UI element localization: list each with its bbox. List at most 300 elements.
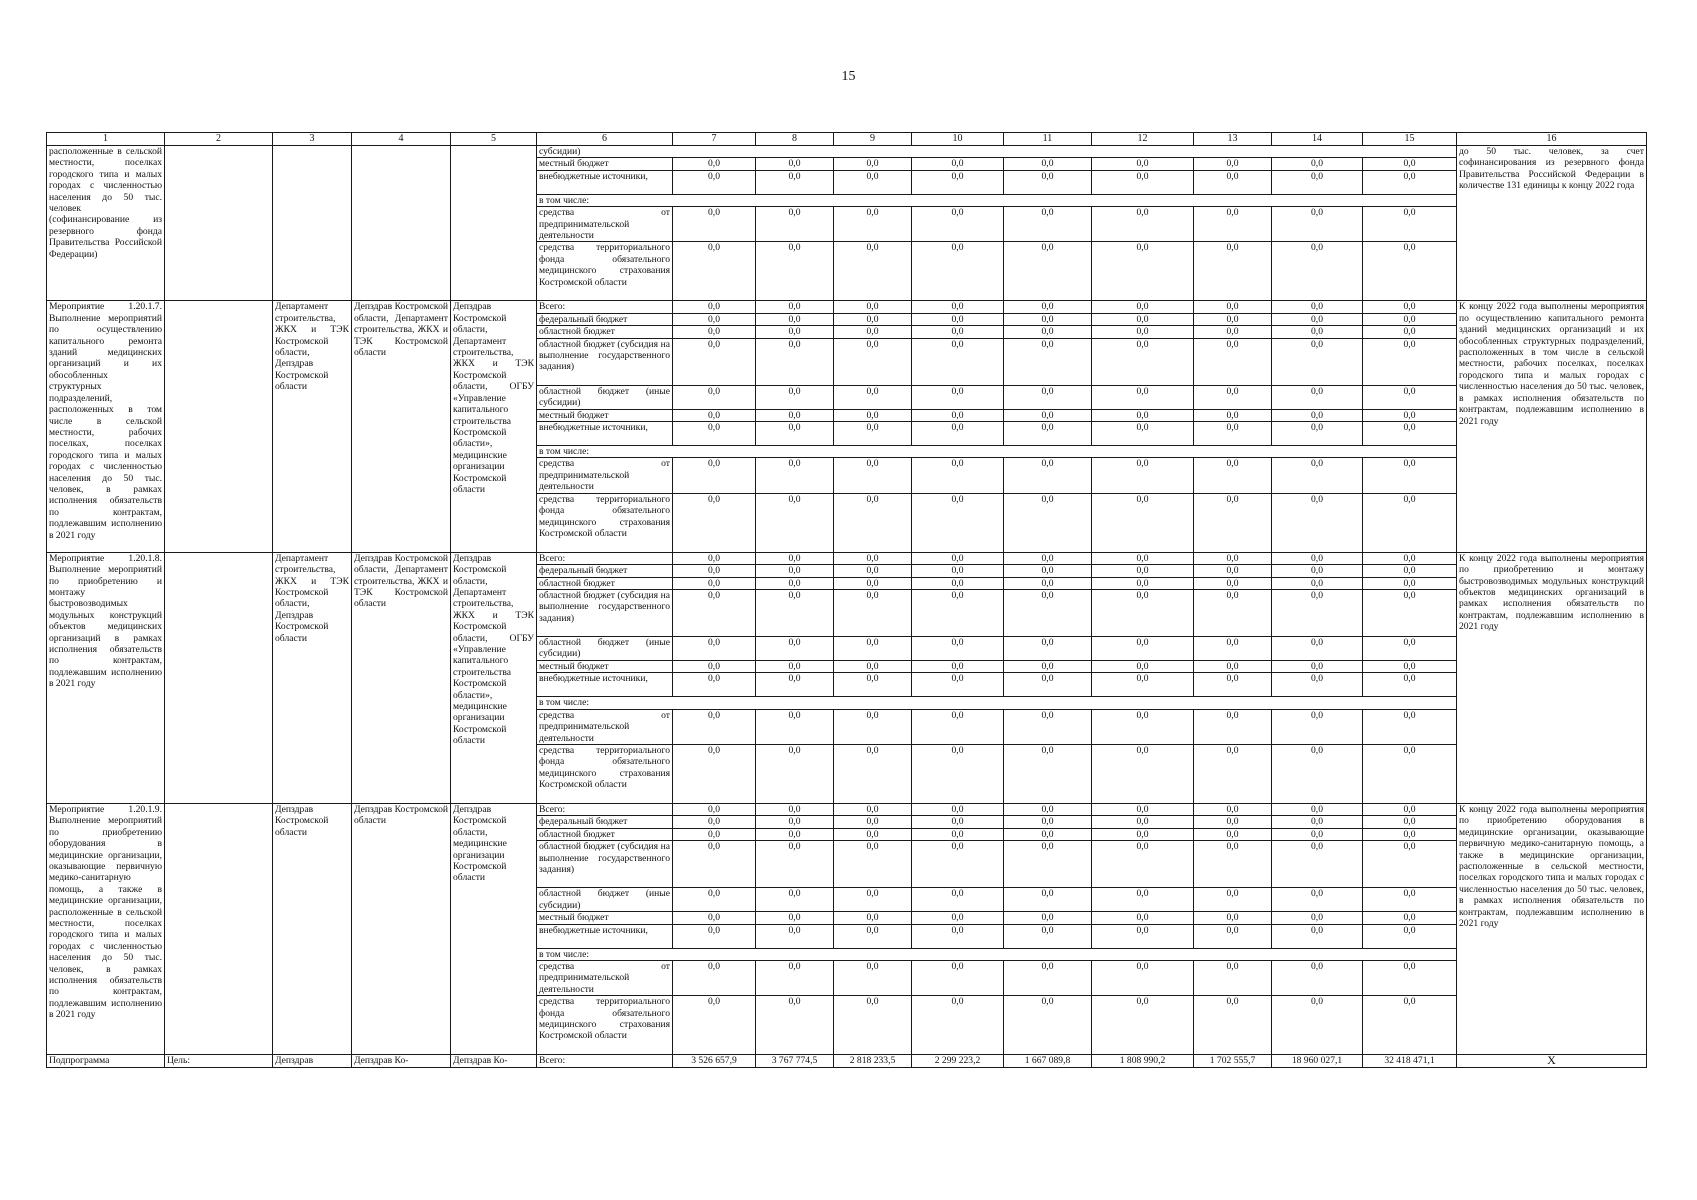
value-cell: 0,0 — [834, 744, 912, 803]
value-cell: 0,0 — [1194, 577, 1272, 589]
value-cell: 0,0 — [1363, 577, 1457, 589]
source-label: Всего: — [537, 803, 673, 815]
source-label: в том числе: — [537, 697, 1457, 709]
value-cell: 0,0 — [756, 996, 834, 1055]
executor-cell: Департамент строительства, ЖКХ и ТЭК Костромской области, Депздрав Костромской области — [273, 552, 352, 803]
value-cell: 0,0 — [834, 960, 912, 995]
value-cell: 0,0 — [834, 158, 912, 170]
value-cell: 0,0 — [1194, 422, 1272, 446]
value-cell: 0,0 — [912, 673, 1004, 697]
executor-cell: Депздрав Костромской области — [273, 803, 352, 1054]
value-cell: 0,0 — [1194, 552, 1272, 564]
empty-cell — [165, 146, 273, 301]
source-label: местный бюджет — [537, 912, 673, 924]
header-cell: 3 — [273, 133, 352, 146]
source-label: в том числе: — [537, 446, 1457, 458]
value-cell: 0,0 — [673, 660, 756, 672]
value-cell: 0,0 — [756, 924, 834, 948]
value-cell: 0,0 — [673, 338, 756, 385]
value-cell: 0,0 — [1272, 385, 1363, 409]
source-label: областной бюджет (субсидия на выполнение государственного задания) — [537, 338, 673, 385]
value-cell: 0,0 — [912, 828, 1004, 840]
source-label: областной бюджет (иные субсидии) — [537, 888, 673, 912]
header-cell: 10 — [912, 133, 1004, 146]
value-cell: 0,0 — [912, 816, 1004, 828]
source-label: областной бюджет (иные субсидии) — [537, 636, 673, 660]
value-cell: 0,0 — [756, 385, 834, 409]
source-label: субсидии) — [537, 146, 1457, 158]
value-cell: 0,0 — [1194, 207, 1272, 242]
value-cell: 0,0 — [673, 828, 756, 840]
source-label: в том числе: — [537, 948, 1457, 960]
value-cell: 0,0 — [1004, 912, 1092, 924]
value-cell: 0,0 — [756, 458, 834, 493]
table-row — [47, 552, 1647, 564]
source-label: областной бюджет — [537, 828, 673, 840]
value-cell: 0,0 — [1272, 552, 1363, 564]
value-cell: 0,0 — [912, 158, 1004, 170]
value-cell: 0,0 — [1004, 458, 1092, 493]
value-cell: 0,0 — [834, 493, 912, 552]
value-cell: 0,0 — [1363, 589, 1457, 636]
value-cell: 0,0 — [673, 313, 756, 325]
header-cell: 1 — [47, 133, 165, 146]
value-cell: 0,0 — [834, 912, 912, 924]
value-cell: 0,0 — [834, 385, 912, 409]
value-cell: 0,0 — [834, 207, 912, 242]
value-cell: 0,0 — [673, 326, 756, 338]
empty-cell — [352, 146, 451, 301]
executor-cell: Департамент строительства, ЖКХ и ТЭК Костромской области, Депздрав Костромской области — [273, 301, 352, 552]
value-cell: 0,0 — [912, 326, 1004, 338]
value-cell: 0,0 — [912, 338, 1004, 385]
value-cell: 0,0 — [1194, 565, 1272, 577]
value-cell: 0,0 — [912, 207, 1004, 242]
value-cell: 0,0 — [1363, 158, 1457, 170]
value-cell: 0,0 — [1194, 338, 1272, 385]
value-cell: 0,0 — [1272, 493, 1363, 552]
value-cell: 0,0 — [1363, 816, 1457, 828]
value-cell: 0,0 — [673, 636, 756, 660]
source-label: средства от предпринимательской деятельности — [537, 709, 673, 744]
value-cell: 0,0 — [912, 709, 1004, 744]
value-cell: 0,0 — [1272, 816, 1363, 828]
source-label: внебюджетные источники, — [537, 924, 673, 948]
empty-cell — [273, 146, 352, 301]
value-cell: 0,0 — [1363, 207, 1457, 242]
value-cell: 0,0 — [1363, 493, 1457, 552]
value-cell: 0,0 — [1092, 493, 1194, 552]
result-description: Х — [1457, 1055, 1647, 1067]
value-cell: 0,0 — [756, 841, 834, 888]
value-cell: 0,0 — [1092, 565, 1194, 577]
source-label: областной бюджет — [537, 326, 673, 338]
goal-cell: Цель: — [165, 1055, 273, 1067]
source-label: средства территориального фонда обязательного медицинского страхования Костромской области — [537, 493, 673, 552]
value-cell: 0,0 — [834, 996, 912, 1055]
coexecutor-cell: Депздрав Ко- — [352, 1055, 451, 1067]
value-cell: 0,0 — [1194, 326, 1272, 338]
value-cell: 0,0 — [1004, 313, 1092, 325]
value-cell: 0,0 — [1363, 636, 1457, 660]
value-cell: 0,0 — [912, 636, 1004, 660]
value-cell: 0,0 — [1092, 409, 1194, 421]
value-cell: 0,0 — [1194, 385, 1272, 409]
value-cell: 0,0 — [673, 803, 756, 815]
value-cell: 0,0 — [1272, 660, 1363, 672]
value-cell: 0,0 — [1092, 996, 1194, 1055]
value-cell: 0,0 — [1092, 552, 1194, 564]
value-cell: 0,0 — [1363, 301, 1457, 313]
value-cell: 0,0 — [1363, 385, 1457, 409]
value-cell: 0,0 — [673, 673, 756, 697]
value-cell: 0,0 — [673, 409, 756, 421]
value-cell: 0,0 — [834, 552, 912, 564]
value-cell: 0,0 — [1272, 158, 1363, 170]
value-cell: 0,0 — [1194, 301, 1272, 313]
value-cell: 0,0 — [673, 841, 756, 888]
value-cell: 0,0 — [1092, 960, 1194, 995]
value-cell: 0,0 — [1004, 673, 1092, 697]
value-cell: 0,0 — [834, 313, 912, 325]
activity-description: расположенные в сельской местности, поселках городского типа и малых городах с численностью населения до 50 тыс. человек (софинансирование из резервного фонда Правительства Российской Федерации) — [47, 146, 165, 301]
value-cell: 0,0 — [673, 709, 756, 744]
value-cell: 0,0 — [1272, 458, 1363, 493]
source-label: средства территориального фонда обязательного медицинского страхования Костромской области — [537, 744, 673, 803]
value-cell: 0,0 — [1272, 828, 1363, 840]
source-label: местный бюджет — [537, 660, 673, 672]
value-cell: 0,0 — [1194, 242, 1272, 301]
value-cell: 0,0 — [1092, 924, 1194, 948]
value-cell: 0,0 — [834, 577, 912, 589]
value-cell: 0,0 — [756, 577, 834, 589]
value-cell: 0,0 — [756, 828, 834, 840]
source-label: в том числе: — [537, 194, 1457, 206]
value-cell: 0,0 — [1004, 170, 1092, 194]
value-cell: 0,0 — [1004, 158, 1092, 170]
activity-description: Мероприятие 1.20.1.8. Выполнение мероприятий по приобретению и монтажу быстровозводимых модульных конструкций объектов медицинских организаций в рамках исполнения обязательств по контрактам, подлежавшим исполнению в 2021 году — [47, 552, 165, 803]
value-cell: 0,0 — [1092, 577, 1194, 589]
value-cell: 0,0 — [834, 924, 912, 948]
value-cell: 0,0 — [1092, 673, 1194, 697]
value-cell: 0,0 — [1004, 552, 1092, 564]
value-cell: 0,0 — [756, 888, 834, 912]
value-cell: 0,0 — [756, 744, 834, 803]
value-cell: 0,0 — [1092, 709, 1194, 744]
value-cell: 0,0 — [1272, 207, 1363, 242]
value-cell: 0,0 — [1004, 207, 1092, 242]
value-cell: 0,0 — [1194, 960, 1272, 995]
header-cell: 4 — [352, 133, 451, 146]
value-cell: 0,0 — [1004, 385, 1092, 409]
value-cell: 0,0 — [1363, 170, 1457, 194]
value-cell: 0,0 — [756, 816, 834, 828]
value-cell: 0,0 — [1363, 924, 1457, 948]
value-cell: 0,0 — [756, 338, 834, 385]
value-cell: 3 526 657,9 — [673, 1055, 756, 1067]
value-cell: 18 960 027,1 — [1272, 1055, 1363, 1067]
value-cell: 0,0 — [1363, 960, 1457, 995]
value-cell: 0,0 — [673, 888, 756, 912]
value-cell: 0,0 — [1092, 841, 1194, 888]
value-cell: 0,0 — [1092, 326, 1194, 338]
value-cell: 0,0 — [1272, 996, 1363, 1055]
value-cell: 0,0 — [673, 565, 756, 577]
value-cell: 0,0 — [1004, 565, 1092, 577]
value-cell: 0,0 — [834, 242, 912, 301]
value-cell: 0,0 — [756, 313, 834, 325]
value-cell: 0,0 — [756, 636, 834, 660]
value-cell: 0,0 — [1194, 709, 1272, 744]
value-cell: 0,0 — [673, 589, 756, 636]
value-cell: 0,0 — [1092, 636, 1194, 660]
value-cell: 0,0 — [673, 301, 756, 313]
value-cell: 0,0 — [1272, 924, 1363, 948]
value-cell: 0,0 — [673, 552, 756, 564]
value-cell: 0,0 — [834, 660, 912, 672]
value-cell: 0,0 — [834, 422, 912, 446]
coexecutor-cell: Депздрав Костромской области, Департамент строительства, ЖКХ и ТЭК Костромской области — [352, 552, 451, 803]
goal-cell — [165, 301, 273, 552]
value-cell: 0,0 — [1092, 888, 1194, 912]
activity-description: Мероприятие 1.20.1.9. Выполнение мероприятий по приобретению оборудования в медицинские организации, оказывающие первичную медико-санитарную помощь, а также в медицинские организации, расположенные в сельской местности, поселках городского типа и малых городах с численностью населения до 50 тыс. человек, в рамках исполнения обязательств по контрактам, подлежавшим исполнению в 2021 году — [47, 803, 165, 1054]
value-cell: 0,0 — [673, 577, 756, 589]
value-cell: 0,0 — [834, 458, 912, 493]
value-cell: 0,0 — [756, 422, 834, 446]
value-cell: 0,0 — [1272, 803, 1363, 815]
value-cell: 0,0 — [1272, 242, 1363, 301]
value-cell: 0,0 — [834, 803, 912, 815]
table-row — [47, 146, 1647, 158]
subprogram-cell: Подпрограмма — [47, 1055, 165, 1067]
value-cell: 0,0 — [1363, 709, 1457, 744]
value-cell: 0,0 — [1004, 326, 1092, 338]
value-cell: 0,0 — [912, 589, 1004, 636]
value-cell: 0,0 — [1363, 888, 1457, 912]
value-cell: 0,0 — [673, 385, 756, 409]
value-cell: 0,0 — [1272, 422, 1363, 446]
source-label: средства от предпринимательской деятельности — [537, 960, 673, 995]
value-cell: 0,0 — [756, 589, 834, 636]
value-cell: 0,0 — [1363, 673, 1457, 697]
header-cell: 8 — [756, 133, 834, 146]
value-cell: 0,0 — [1194, 912, 1272, 924]
value-cell: 0,0 — [834, 301, 912, 313]
value-cell: 0,0 — [1004, 589, 1092, 636]
value-cell: 0,0 — [912, 313, 1004, 325]
value-cell: 0,0 — [756, 803, 834, 815]
value-cell: 0,0 — [1194, 636, 1272, 660]
value-cell: 0,0 — [912, 565, 1004, 577]
value-cell: 0,0 — [1004, 924, 1092, 948]
value-cell: 0,0 — [834, 565, 912, 577]
value-cell: 0,0 — [756, 301, 834, 313]
value-cell: 0,0 — [1363, 326, 1457, 338]
value-cell: 0,0 — [834, 816, 912, 828]
value-cell: 0,0 — [1272, 912, 1363, 924]
value-cell: 0,0 — [834, 589, 912, 636]
value-cell: 0,0 — [1092, 803, 1194, 815]
source-label: средства территориального фонда обязательного медицинского страхования Костромской области — [537, 242, 673, 301]
value-cell: 0,0 — [912, 493, 1004, 552]
participant-cell: Депздрав Костромской области, Департамент строительства, ЖКХ и ТЭК Костромской области, ОГБУ «Управление капитального строительства Костромской области», медицинские организации Костромской области — [451, 301, 537, 552]
value-cell: 0,0 — [1272, 577, 1363, 589]
value-cell: 0,0 — [1092, 816, 1194, 828]
value-cell: 0,0 — [1004, 960, 1092, 995]
value-cell: 0,0 — [1004, 577, 1092, 589]
goal-cell — [165, 552, 273, 803]
value-cell: 0,0 — [1194, 996, 1272, 1055]
value-cell: 0,0 — [673, 924, 756, 948]
source-label: средства территориального фонда обязательного медицинского страхования Костромской области — [537, 996, 673, 1055]
header-cell: 12 — [1092, 133, 1194, 146]
value-cell: 0,0 — [1004, 828, 1092, 840]
source-label: Всего: — [537, 552, 673, 564]
result-description: К концу 2022 года выполнены мероприятия по осуществлению капитального ремонта зданий медицинских организаций и их обособленных структурных подразделений, расположенных в том числе в сельской местности, рабочих поселках, поселках городского типа и малых городах с численностью населения до 50 тыс. человек, в рамках исполнения обязательств по контрактам, подлежавшим исполнению в 2021 году — [1457, 301, 1647, 552]
table-row — [47, 1055, 1647, 1067]
value-cell: 0,0 — [912, 960, 1004, 995]
value-cell: 0,0 — [673, 960, 756, 995]
header-row — [47, 133, 1647, 146]
value-cell: 0,0 — [1092, 744, 1194, 803]
value-cell: 0,0 — [673, 458, 756, 493]
header-cell: 6 — [537, 133, 673, 146]
value-cell: 0,0 — [1363, 409, 1457, 421]
value-cell: 0,0 — [1363, 912, 1457, 924]
value-cell: 0,0 — [1363, 744, 1457, 803]
value-cell: 0,0 — [1194, 158, 1272, 170]
value-cell: 0,0 — [673, 744, 756, 803]
header-cell: 9 — [834, 133, 912, 146]
value-cell: 0,0 — [1194, 589, 1272, 636]
value-cell: 0,0 — [912, 803, 1004, 815]
value-cell: 0,0 — [834, 673, 912, 697]
value-cell: 0,0 — [1194, 816, 1272, 828]
value-cell: 0,0 — [834, 841, 912, 888]
value-cell: 0,0 — [834, 888, 912, 912]
value-cell: 0,0 — [1363, 338, 1457, 385]
source-label: средства от предпринимательской деятельности — [537, 458, 673, 493]
value-cell: 0,0 — [1363, 422, 1457, 446]
value-cell: 1 702 555,7 — [1194, 1055, 1272, 1067]
value-cell: 0,0 — [1363, 660, 1457, 672]
value-cell: 0,0 — [756, 960, 834, 995]
coexecutor-cell: Депздрав Костромской области — [352, 803, 451, 1054]
value-cell: 1 808 990,2 — [1092, 1055, 1194, 1067]
value-cell: 0,0 — [1004, 636, 1092, 660]
value-cell: 0,0 — [1363, 828, 1457, 840]
result-description: К концу 2022 года выполнены мероприятия по приобретению и монтажу быстровозводимых модульных конструкций объектов медицинских организаций в рамках исполнения обязательств по контрактам, подлежавшим исполнению в 2021 году — [1457, 552, 1647, 803]
value-cell: 2 818 233,5 — [834, 1055, 912, 1067]
value-cell: 0,0 — [834, 170, 912, 194]
result-description: К концу 2022 года выполнены мероприятия по приобретению оборудования в медицинские организации, оказывающие первичную медико-санитарную помощь, а также в медицинские организации, расположенные в сельской местности, поселках городского типа и малых городах с численностью населения до 50 тыс. человек, в рамках исполнения обязательств по контрактам, подлежавшим исполнению в 2021 году — [1457, 803, 1647, 1054]
source-label: федеральный бюджет — [537, 313, 673, 325]
value-cell: 0,0 — [912, 409, 1004, 421]
value-cell: 0,0 — [912, 924, 1004, 948]
source-label: федеральный бюджет — [537, 816, 673, 828]
value-cell: 0,0 — [1363, 313, 1457, 325]
value-cell: 0,0 — [912, 422, 1004, 446]
value-cell: 0,0 — [1092, 385, 1194, 409]
value-cell: 0,0 — [1004, 301, 1092, 313]
value-cell: 0,0 — [1004, 493, 1092, 552]
value-cell: 0,0 — [912, 912, 1004, 924]
value-cell: 0,0 — [1194, 170, 1272, 194]
value-cell: 0,0 — [912, 242, 1004, 301]
value-cell: 3 767 774,5 — [756, 1055, 834, 1067]
activity-description: Мероприятие 1.20.1.7. Выполнение мероприятий по осуществлению капитального ремонта зданий медицинских организаций и их обособленных структурных подразделений, расположенных в том числе в сельской местности, рабочих поселках, поселках городского типа и малых городах с численностью населения до 50 тыс. человек, в рамках исполнения обязательств по контрактам, подлежавшим исполнению в 2021 году — [47, 301, 165, 552]
value-cell: 0,0 — [834, 326, 912, 338]
value-cell: 0,0 — [1194, 888, 1272, 912]
value-cell: 0,0 — [912, 552, 1004, 564]
value-cell: 0,0 — [834, 709, 912, 744]
value-cell: 0,0 — [1092, 338, 1194, 385]
source-label: средства от предпринимательской деятельности — [537, 207, 673, 242]
value-cell: 0,0 — [912, 660, 1004, 672]
value-cell: 0,0 — [1092, 458, 1194, 493]
value-cell: 2 299 223,2 — [912, 1055, 1004, 1067]
table-row — [47, 301, 1647, 313]
source-label: федеральный бюджет — [537, 565, 673, 577]
value-cell: 0,0 — [1194, 409, 1272, 421]
value-cell: 0,0 — [1004, 841, 1092, 888]
value-cell: 0,0 — [673, 158, 756, 170]
value-cell: 0,0 — [912, 744, 1004, 803]
value-cell: 0,0 — [1272, 565, 1363, 577]
page-number: 15 — [841, 69, 856, 84]
source-label: Всего: — [537, 1055, 673, 1067]
value-cell: 0,0 — [1092, 422, 1194, 446]
value-cell: 0,0 — [1194, 841, 1272, 888]
value-cell: 0,0 — [912, 841, 1004, 888]
value-cell: 0,0 — [756, 912, 834, 924]
value-cell: 0,0 — [1004, 409, 1092, 421]
value-cell: 0,0 — [1004, 338, 1092, 385]
header-cell: 16 — [1457, 133, 1647, 146]
value-cell: 0,0 — [912, 385, 1004, 409]
source-label: внебюджетные источники, — [537, 422, 673, 446]
value-cell: 0,0 — [1092, 170, 1194, 194]
value-cell: 0,0 — [1272, 313, 1363, 325]
value-cell: 0,0 — [1272, 960, 1363, 995]
source-label: внебюджетные источники, — [537, 673, 673, 697]
value-cell: 0,0 — [1194, 458, 1272, 493]
header-cell: 5 — [451, 133, 537, 146]
participant-cell: Депздрав Костромской области, медицинские организации Костромской области — [451, 803, 537, 1054]
value-cell: 0,0 — [834, 636, 912, 660]
value-cell: 0,0 — [1092, 912, 1194, 924]
value-cell: 0,0 — [834, 338, 912, 385]
value-cell: 0,0 — [756, 493, 834, 552]
value-cell: 0,0 — [756, 552, 834, 564]
value-cell: 0,0 — [1272, 841, 1363, 888]
value-cell: 0,0 — [1272, 338, 1363, 385]
value-cell: 32 418 471,1 — [1363, 1055, 1457, 1067]
executor-cell: Депздрав — [273, 1055, 352, 1067]
value-cell: 0,0 — [673, 912, 756, 924]
value-cell: 0,0 — [1092, 207, 1194, 242]
value-cell: 0,0 — [673, 242, 756, 301]
value-cell: 0,0 — [756, 170, 834, 194]
value-cell: 0,0 — [1363, 803, 1457, 815]
value-cell: 0,0 — [1092, 242, 1194, 301]
source-label: местный бюджет — [537, 409, 673, 421]
value-cell: 0,0 — [1272, 744, 1363, 803]
value-cell: 0,0 — [1092, 158, 1194, 170]
value-cell: 0,0 — [1004, 803, 1092, 815]
header-cell: 14 — [1272, 133, 1363, 146]
value-cell: 0,0 — [756, 409, 834, 421]
